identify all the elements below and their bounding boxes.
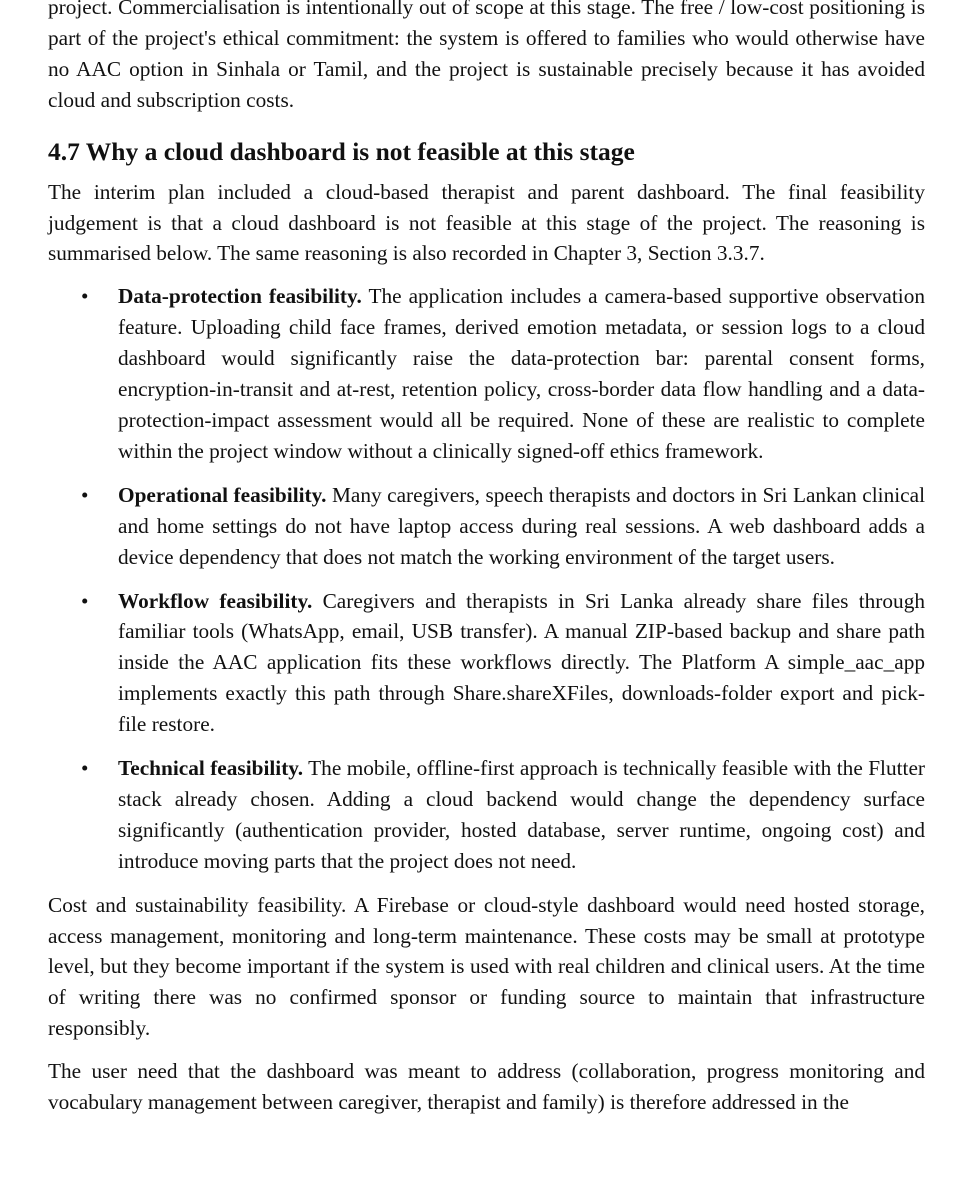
bullet-body: The application includes a camera-based supportive observation feature. Uploading child face frames, derived emotion metadata, or session logs to a cloud dashboard would significantly raise the data-protection bar: parental consent forms, encryption-in-transit and at-rest, retention policy, cross-border data flow handling and a data-protection-impact assessment would all be required. None of these are realistic to complete within the project window without a clinically signed-off ethics framework. (118, 284, 925, 463)
bullet-icon: • (81, 284, 89, 309)
feasibility-list (48, 281, 925, 876)
bullet-icon: • (81, 756, 89, 781)
bullet-title: Technical feasibility. (118, 756, 304, 781)
bullet-icon: • (81, 588, 89, 613)
list-item (48, 586, 925, 741)
list-item (48, 281, 925, 466)
bullet-body: The mobile, offline-first approach is technically feasible with the Flutter stack already chosen. Adding a cloud backend would change the dependency surface significantly (authentication provider, hosted database, server runtime, ongoing cost) and introduce moving parts that the project does not need. (118, 756, 925, 873)
bullet-title: Workflow feasibility. (118, 588, 313, 613)
list-item (48, 480, 925, 573)
document-page (48, 0, 925, 1118)
bullet-body: Many caregivers, speech therapists and doctors in Sri Lankan clinical and home settings do not have laptop access during real sessions. A web dashboard adds a device dependency that does not match the working environment of the target users. (118, 482, 925, 569)
bullet-icon: • (81, 482, 89, 507)
section-heading: 4.7 Why a cloud dashboard is not feasible at this stage (48, 136, 635, 166)
bullet-title: Operational feasibility. (118, 482, 327, 507)
bullet-title: Data-protection feasibility. (118, 284, 362, 309)
cost-paragraph: Cost and sustainability feasibility. A Firebase or cloud-style dashboard would need hosted storage, access management, monitoring and long-term maintenance. These costs may be small at prototype level, but they become important if the system is used with real children and clinical users. At the time of writing there was no confirmed sponsor or funding source to maintain that infrastructure responsibly. (48, 892, 925, 1041)
section-intro-paragraph: The interim plan included a cloud-based therapist and parent dashboard. The final feasibility judgement is that a cloud dashboard is not feasible at this stage of the project. The reasoning is summarised below. The same reasoning is also recorded in Chapter 3, Section 3.3.7. (48, 179, 925, 266)
top-paragraph: project. Commercialisation is intentionally out of scope at this stage. The free / low-cost positioning is part of the project's ethical commitment: the system is offered to families who would otherwise have no AAC option in Sinhala or Tamil, and the project is sustainable precisely because it has avoided cloud and subscription costs. (48, 0, 925, 112)
list-item (48, 753, 925, 877)
bullet-body: Caregivers and therapists in Sri Lanka already share files through familiar tools (WhatsApp, email, USB transfer). A manual ZIP-based backup and share path inside the AAC application fits these workflows directly. The Platform A simple_aac_app implements exactly this path through Share.shareXFiles, downloads-folder export and pick-file restore. (118, 588, 925, 737)
closing-paragraph: The user need that the dashboard was meant to address (collaboration, progress monitoring and vocabulary management between caregiver, therapist and family) is therefore addressed in the (48, 1059, 925, 1115)
